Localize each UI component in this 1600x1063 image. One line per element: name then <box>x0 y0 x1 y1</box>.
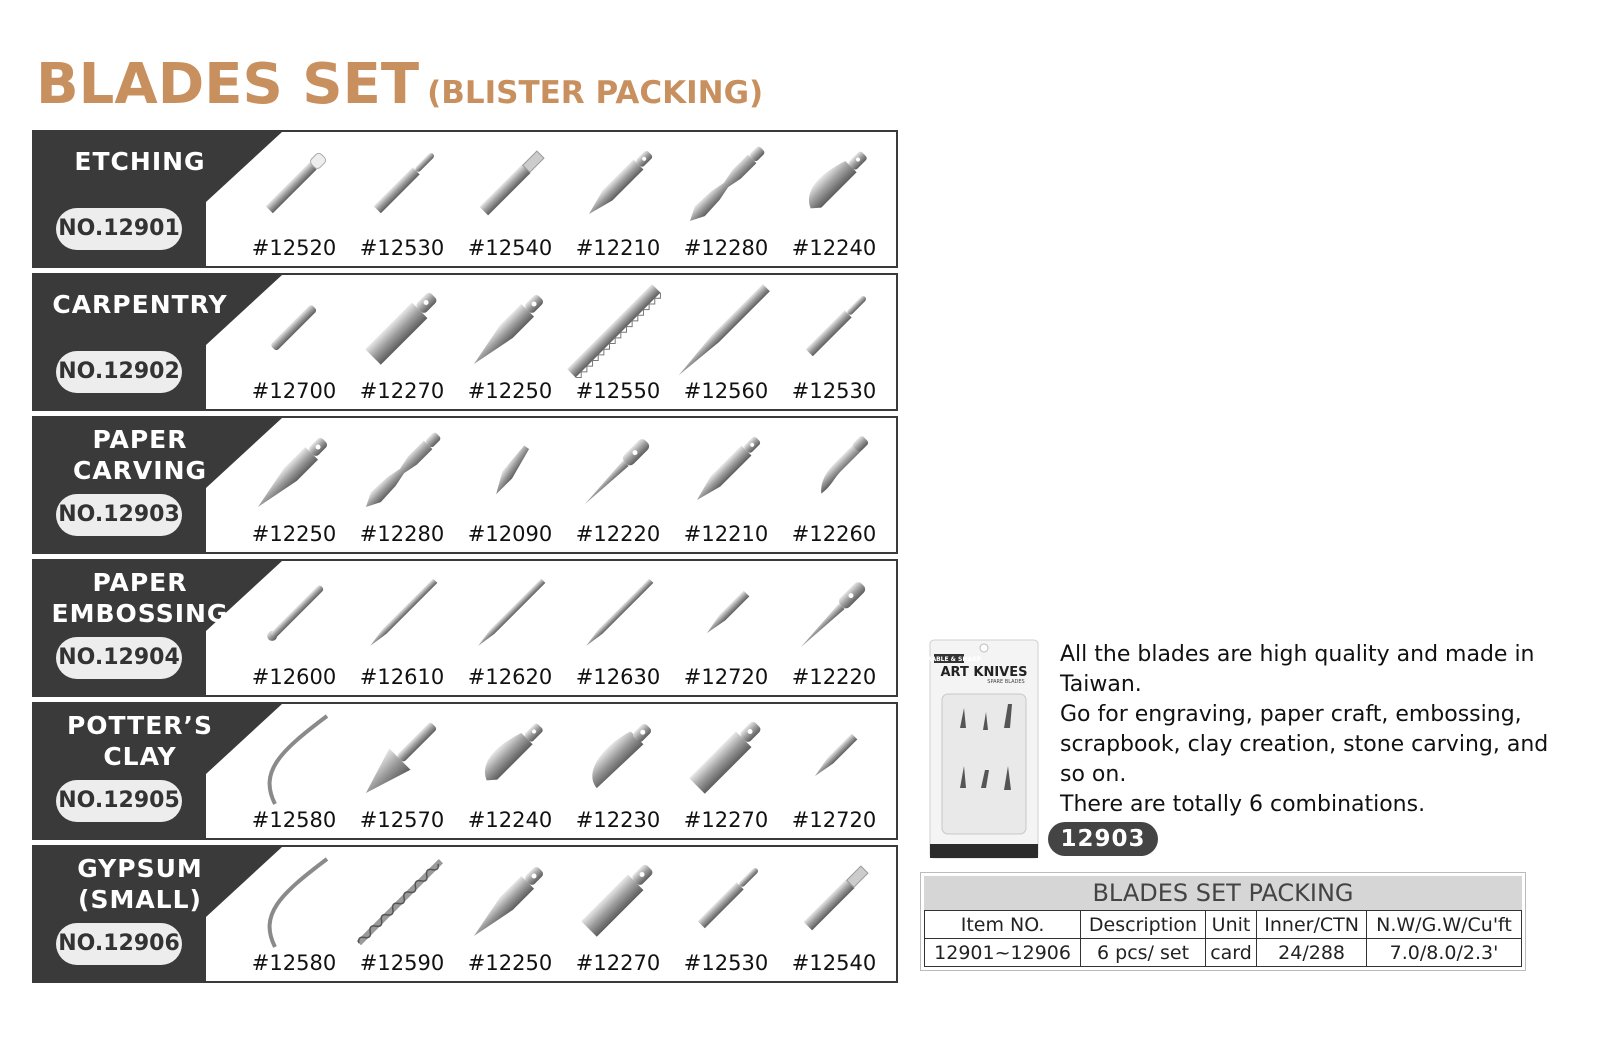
description-line: All the blades are high quality and made in Taiwan. <box>1060 642 1535 697</box>
data-cell: 24/288 <box>1257 939 1367 967</box>
blade-item <box>563 275 673 409</box>
set-number-badge: NO.12901 <box>56 208 182 250</box>
blade-item <box>455 704 565 838</box>
header-cell: N.W/G.W/Cu'ft <box>1366 911 1521 939</box>
blade-item <box>455 561 565 695</box>
blade-angled-knife-icon <box>563 140 673 232</box>
blade-item <box>239 847 349 981</box>
category-label-line: CARPENTRY <box>52 290 228 319</box>
blade-code-label: #12610 <box>359 665 445 689</box>
blade-code-label: #12530 <box>359 236 445 260</box>
blade-wide-chisel-icon <box>671 712 781 804</box>
set-number-badge: NO.12904 <box>56 637 182 679</box>
blade-item <box>779 418 889 552</box>
blade-code-label: #12520 <box>251 236 337 260</box>
blade-list <box>239 418 899 552</box>
blade-point-knife-icon <box>455 283 565 375</box>
blade-code-label: #12530 <box>683 951 769 975</box>
blade-point-knife-icon <box>239 426 349 518</box>
blade-code-label: #12260 <box>791 522 877 546</box>
category-label <box>34 710 246 772</box>
blade-code-label: #12280 <box>683 236 769 260</box>
category-label-line: PAPER <box>92 568 188 597</box>
blade-code-label: #12530 <box>791 379 877 403</box>
blade-arrow-icon <box>347 712 457 804</box>
blade-code-label: #12210 <box>683 522 769 546</box>
blade-list <box>239 275 899 409</box>
blade-code-label: #12230 <box>575 808 661 832</box>
blade-item <box>779 275 889 409</box>
blade-code-label: #12240 <box>791 236 877 260</box>
category-label <box>34 424 246 486</box>
category-label <box>34 853 246 915</box>
set-number-badge: NO.12903 <box>56 494 182 536</box>
blade-code-label: #12600 <box>251 665 337 689</box>
blade-item <box>455 275 565 409</box>
set-number-badge: NO.12906 <box>56 923 182 965</box>
blade-point-knife-icon <box>455 855 565 947</box>
blade-code-label: #12220 <box>575 522 661 546</box>
blade-item <box>347 847 457 981</box>
blade-item <box>779 847 889 981</box>
blade-item <box>563 704 673 838</box>
blade-handle-tip-icon <box>239 140 349 232</box>
blade-row <box>32 130 898 268</box>
category-label-line: CARVING <box>72 456 208 485</box>
page-title <box>36 52 763 117</box>
blade-handle-needle-icon <box>671 855 781 947</box>
blade-code-label: #12630 <box>575 665 661 689</box>
blade-list <box>239 132 899 266</box>
blade-item <box>239 275 349 409</box>
blade-item <box>671 275 781 409</box>
blade-item <box>239 704 349 838</box>
blade-item <box>347 132 457 266</box>
blade-code-label: #12580 <box>251 951 337 975</box>
header-cell: Inner/CTN <box>1257 911 1367 939</box>
blade-short-needle-icon <box>671 569 781 661</box>
blade-code-label: #12540 <box>791 951 877 975</box>
blade-item <box>671 704 781 838</box>
product-package-image <box>916 638 1040 860</box>
blade-code-label: #12720 <box>791 808 877 832</box>
category-label-line: CLAY <box>103 742 177 771</box>
packing-data-row <box>925 939 1522 967</box>
blade-code-label: #12270 <box>575 951 661 975</box>
blade-item <box>347 418 457 552</box>
blade-handle-chisel-icon <box>455 140 565 232</box>
blade-item <box>671 561 781 695</box>
blade-item <box>563 418 673 552</box>
data-cell: card <box>1205 939 1256 967</box>
packing-grid <box>924 910 1522 967</box>
blade-code-label: #12580 <box>251 808 337 832</box>
blade-item <box>779 704 889 838</box>
blade-code-label: #12220 <box>791 665 877 689</box>
data-cell: 7.0/8.0/2.3' <box>1366 939 1521 967</box>
blade-code-label: #12250 <box>467 379 553 403</box>
category-label <box>34 146 246 177</box>
blade-item <box>671 418 781 552</box>
blade-item <box>455 132 565 266</box>
blade-thin-stylus-icon <box>563 569 673 661</box>
blade-item <box>239 418 349 552</box>
blade-list <box>239 704 899 838</box>
title-sub: (BLISTER PACKING) <box>427 75 764 111</box>
description-line: Go for engraving, paper craft, embossing, scrapbook, clay creation, stone carving, and so on. <box>1060 702 1549 787</box>
blade-code-label: #12250 <box>467 951 553 975</box>
package-brand: ART KNIVES <box>940 665 1028 680</box>
header-cell: Description <box>1081 911 1206 939</box>
blade-item <box>347 275 457 409</box>
product-code-badge: 12903 <box>1048 822 1158 856</box>
blade-code-label: #12550 <box>575 379 661 403</box>
blade-code-label: #12620 <box>467 665 553 689</box>
blade-row <box>32 273 898 411</box>
packing-table <box>920 872 1526 971</box>
product-description <box>1060 640 1560 820</box>
category-label-line: EMBOSSING <box>51 599 229 628</box>
blade-curve-wire-icon <box>239 712 349 804</box>
blade-code-label: #12090 <box>467 522 553 546</box>
blade-small-blade-icon <box>455 426 565 518</box>
package-brand-sub: SPARE BLADES <box>987 679 1025 685</box>
blade-code-label: #12240 <box>467 808 553 832</box>
description-line: There are totally 6 combinations. <box>1060 792 1426 817</box>
blade-row <box>32 416 898 554</box>
blade-wide-chisel-icon <box>563 855 673 947</box>
package-brand-small: DURABLE & SHARP <box>916 656 982 663</box>
blade-item <box>671 132 781 266</box>
blade-waisted-knife-icon <box>347 426 457 518</box>
blade-code-label: #12280 <box>359 522 445 546</box>
data-cell: 6 pcs/ set <box>1081 939 1206 967</box>
blade-thin-stylus-icon <box>455 569 565 661</box>
blade-handle-needle-icon <box>779 283 889 375</box>
blade-item <box>455 418 565 552</box>
packing-title: BLADES SET PACKING <box>924 876 1522 910</box>
blade-curved-knife-icon <box>455 712 565 804</box>
category-label-line: PAPER <box>92 425 188 454</box>
blade-fine-point-icon <box>779 569 889 661</box>
blade-item <box>563 847 673 981</box>
blade-item <box>347 561 457 695</box>
blade-handle-needle-icon <box>347 140 457 232</box>
blade-wide-chisel-icon <box>347 283 457 375</box>
blade-saw-icon <box>563 283 673 375</box>
blade-code-label: #12560 <box>683 379 769 403</box>
blade-code-label: #12540 <box>467 236 553 260</box>
category-label-line: ETCHING <box>74 147 206 176</box>
blade-code-label: #12270 <box>683 808 769 832</box>
blade-item <box>563 132 673 266</box>
header-cell: Unit <box>1205 911 1256 939</box>
blade-thin-stylus-icon <box>347 569 457 661</box>
blade-item <box>779 132 889 266</box>
category-label-line: POTTER’S <box>66 711 214 740</box>
blade-round-knife-icon <box>563 712 673 804</box>
blade-waisted-knife-icon <box>671 140 781 232</box>
set-number-badge: NO.12902 <box>56 351 182 393</box>
blade-list <box>239 561 899 695</box>
blade-curved-knife-icon <box>779 140 889 232</box>
header-cell: Item NO. <box>925 911 1081 939</box>
blade-item <box>779 561 889 695</box>
blade-twist-drill-icon <box>347 855 457 947</box>
blade-handle-chisel-icon <box>779 855 889 947</box>
blade-hook-icon <box>779 426 889 518</box>
blade-ball-stylus-icon <box>239 569 349 661</box>
blade-code-label: #12210 <box>575 236 661 260</box>
category-label-line: (SMALL) <box>78 885 202 914</box>
blade-curve-wire-icon <box>239 855 349 947</box>
blade-item <box>563 561 673 695</box>
blade-long-spear-icon <box>671 283 781 375</box>
blade-item <box>239 561 349 695</box>
blade-item <box>347 704 457 838</box>
category-label-line: GYPSUM <box>77 854 203 883</box>
blade-code-label: #12570 <box>359 808 445 832</box>
blade-item <box>455 847 565 981</box>
blade-row <box>32 845 898 983</box>
blade-code-label: #12700 <box>251 379 337 403</box>
blade-list <box>239 847 899 981</box>
packing-header-row <box>925 911 1522 939</box>
blade-code-label: #12270 <box>359 379 445 403</box>
category-label <box>34 289 246 320</box>
blade-fine-point-icon <box>563 426 673 518</box>
blade-row <box>32 559 898 697</box>
blade-angled-knife-icon <box>671 426 781 518</box>
set-number-badge: NO.12905 <box>56 780 182 822</box>
blade-item <box>671 847 781 981</box>
blade-row <box>32 702 898 840</box>
title-main: BLADES SET <box>36 52 420 117</box>
category-label <box>34 567 246 629</box>
blade-code-label: #12590 <box>359 951 445 975</box>
blade-set-rows <box>32 130 898 988</box>
blade-code-label: #12720 <box>683 665 769 689</box>
blade-item <box>239 132 349 266</box>
blade-code-label: #12250 <box>251 522 337 546</box>
data-cell: 12901~12906 <box>925 939 1081 967</box>
blade-rod-icon <box>239 283 349 375</box>
blade-short-needle-icon <box>779 712 889 804</box>
